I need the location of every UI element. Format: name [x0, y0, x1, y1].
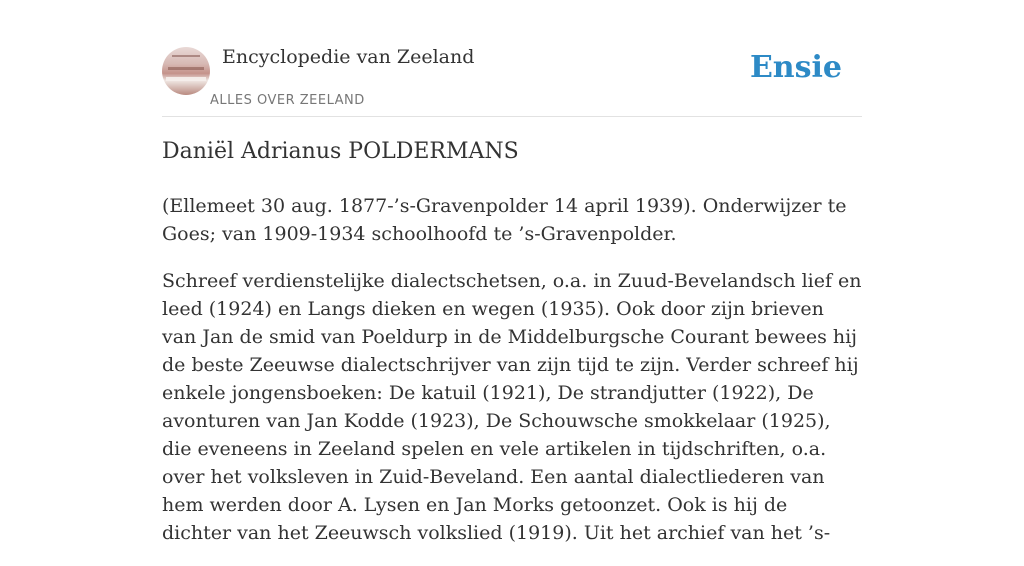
article-paragraph: Schreef verdienstelijke dialectschetsen, o.a. in Zuud-Bevelandsch lief en leed (1924) en Langs dieken en wegen (1935). Ook door zijn brieven van Jan de smid van Poeldurp in de Middelburgsche Courant bewees hij de beste Zeeuwse dialectschrijver van zijn tijd te zijn. Verder schreef hij enkele jongensboeken: De katuil (1921), De strandjutter (1922), De avonturen van Jan Kodde (1923), De Schouwsche smokkelaar (1925), die eveneens in Zeeland spelen en vele artikelen in tijdschriften, o.a. over het volksleven in Zuid-Beveland. Een aantal dialectliederen van hem werden door A. Lysen en Jan Morks getoonzet. Ook is hij de dichter van het Zeeuwsch volkslied (1919). Uit het archief van het ’s- — [162, 270, 862, 544]
site-title[interactable]: Encyclopedie van Zeeland — [222, 46, 475, 68]
site-avatar[interactable] — [162, 47, 210, 95]
site-subtitle: ALLES OVER ZEELAND — [210, 93, 365, 108]
site-header — [162, 44, 862, 117]
article-title: Daniël Adrianus POLDERMANS — [162, 139, 519, 164]
article-body — [162, 192, 862, 566]
article-paragraph: (Ellemeet 30 aug. 1877-’s-Gravenpolder 14 april 1939). Onderwijzer te Goes; van 1909-1934 schoolhoofd te ’s-Gravenpolder. — [162, 195, 847, 245]
brand-logo[interactable]: Ensie — [749, 50, 842, 85]
